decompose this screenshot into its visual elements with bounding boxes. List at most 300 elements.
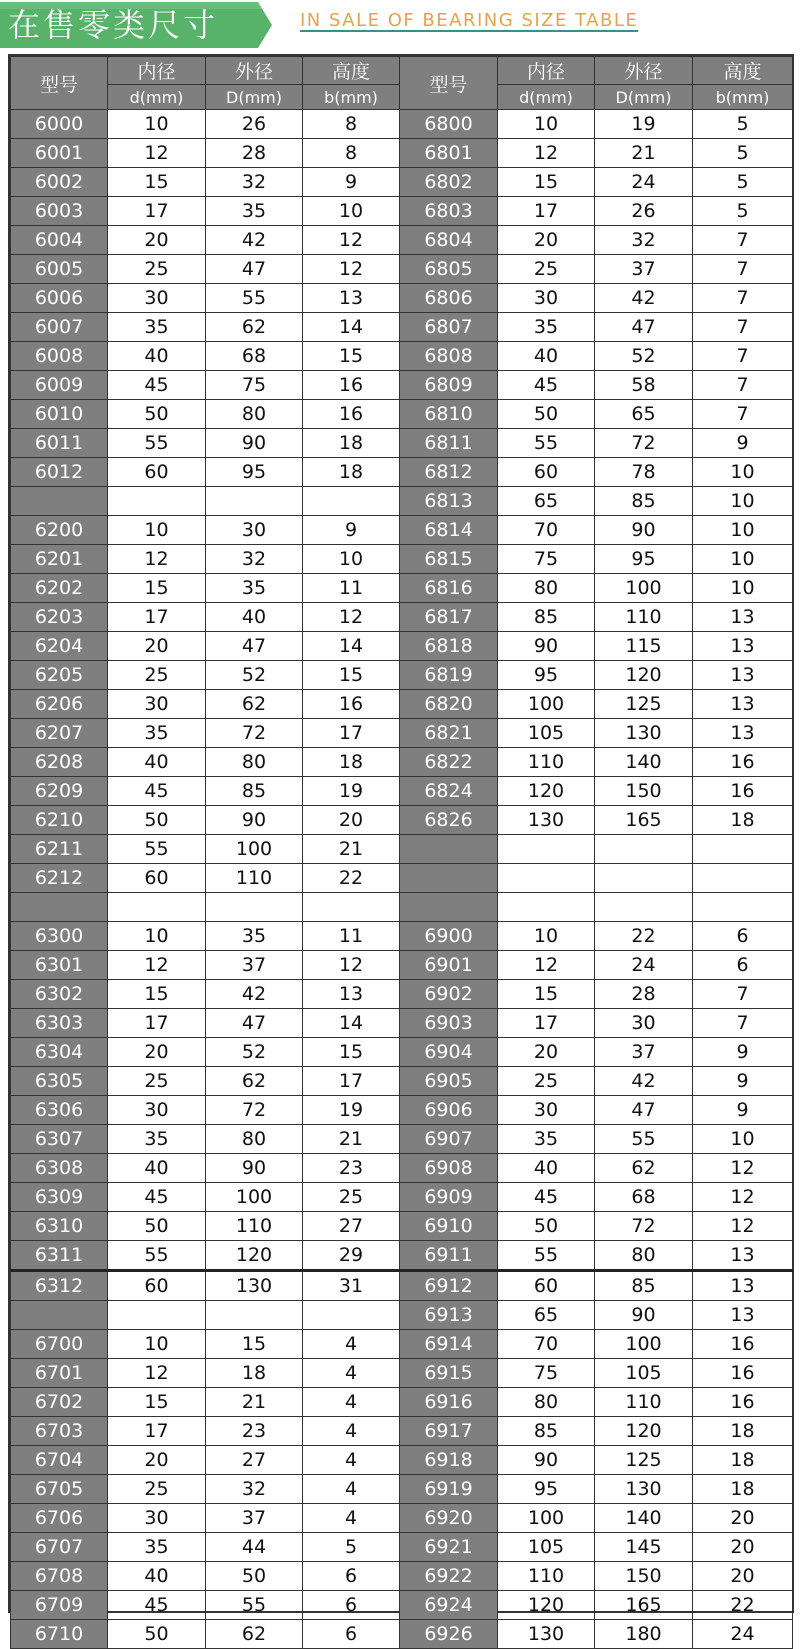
cell-inner-diameter-left: 10 [108,1330,206,1359]
cell-height-right: 9 [693,1038,793,1067]
cell-height-right: 13 [693,1271,793,1301]
table-row [11,371,793,400]
table-row [11,748,793,777]
table-row [11,545,793,574]
cell-outer-diameter-right: 180 [595,1620,693,1649]
cell-inner-diameter-right: 17 [498,1009,595,1038]
table-row [11,1009,793,1038]
cell-height-left: 12 [303,951,400,980]
header-height-left: 高度 [303,57,400,85]
cell-outer-diameter-right: 125 [595,690,693,719]
cell-outer-diameter-right: 125 [595,1446,693,1475]
cell-inner-diameter-left: 12 [108,951,206,980]
cell-height-left: 27 [303,1212,400,1241]
cell-outer-diameter-left: 62 [206,1067,303,1096]
cell-height-right: 13 [693,690,793,719]
cell-inner-diameter-left: 30 [108,1504,206,1533]
cell-height-left: 17 [303,1067,400,1096]
cell-empty-left [108,1301,206,1330]
cell-model-right: 6915 [400,1359,498,1388]
cell-height-right: 9 [693,429,793,458]
cell-height-right: 12 [693,1212,793,1241]
table-row [11,719,793,748]
table-row [11,603,793,632]
table-row [11,690,793,719]
cell-height-right: 24 [693,1620,793,1649]
cell-outer-diameter-left: 26 [206,110,303,139]
cell-height-right: 16 [693,777,793,806]
cell-inner-diameter-left: 25 [108,255,206,284]
cell-inner-diameter-left: 25 [108,661,206,690]
cell-inner-diameter-right: 60 [498,458,595,487]
cell-inner-diameter-left: 20 [108,1038,206,1067]
cell-outer-diameter-left: 90 [206,429,303,458]
cell-model-right: 6903 [400,1009,498,1038]
cell-inner-diameter-left: 25 [108,1475,206,1504]
cell-outer-diameter-left: 40 [206,603,303,632]
cell-inner-diameter-right: 110 [498,748,595,777]
cell-inner-diameter-right: 70 [498,1330,595,1359]
title-banner [0,2,272,48]
cell-height-right: 5 [693,168,793,197]
cell-model-right: 6805 [400,255,498,284]
cell-model-left: 6302 [11,980,108,1009]
cell-height-right: 7 [693,342,793,371]
cell-inner-diameter-left: 40 [108,1154,206,1183]
cell-model-left: 6202 [11,574,108,603]
cell-inner-diameter-left: 10 [108,922,206,951]
cell-outer-diameter-right: 90 [595,516,693,545]
cell-inner-diameter-right: 50 [498,400,595,429]
cell-model-right: 6804 [400,226,498,255]
cell-inner-diameter-left: 12 [108,545,206,574]
cell-inner-diameter-right: 25 [498,255,595,284]
cell-outer-diameter-right: 37 [595,1038,693,1067]
cell-inner-diameter-right: 100 [498,690,595,719]
cell-empty-left [108,893,206,922]
cell-model-right: 6807 [400,313,498,342]
cell-model-right: 6821 [400,719,498,748]
cell-outer-diameter-right: 90 [595,1301,693,1330]
cell-outer-diameter-right: 42 [595,1067,693,1096]
cell-empty-left [206,893,303,922]
cell-outer-diameter-left: 47 [206,1009,303,1038]
cell-outer-diameter-left: 37 [206,951,303,980]
table-row [11,1038,793,1067]
cell-inner-diameter-left: 17 [108,1417,206,1446]
cell-model-left: 6203 [11,603,108,632]
cell-empty-right [400,835,498,864]
cell-model-left: 6211 [11,835,108,864]
cell-height-left: 23 [303,1154,400,1183]
cell-outer-diameter-right: 47 [595,1096,693,1125]
cell-inner-diameter-left: 35 [108,1533,206,1562]
cell-empty-left [108,487,206,516]
table-row [11,197,793,226]
cell-model-left: 6303 [11,1009,108,1038]
cell-empty-right [595,835,693,864]
cell-outer-diameter-left: 18 [206,1359,303,1388]
header-outer-right: 外径 [595,57,693,85]
cell-height-right: 7 [693,980,793,1009]
cell-outer-diameter-right: 21 [595,139,693,168]
cell-outer-diameter-left: 52 [206,1038,303,1067]
cell-model-right: 6820 [400,690,498,719]
cell-outer-diameter-left: 95 [206,458,303,487]
cell-outer-diameter-right: 19 [595,110,693,139]
cell-model-left: 6702 [11,1388,108,1417]
cell-empty-left [206,487,303,516]
cell-height-right: 10 [693,545,793,574]
cell-height-left: 25 [303,1183,400,1212]
title-cn: 在售零类尺寸 [8,6,219,44]
cell-model-right: 6808 [400,342,498,371]
cell-outer-diameter-right: 115 [595,632,693,661]
cell-height-right: 7 [693,284,793,313]
table-row [11,429,793,458]
cell-inner-diameter-right: 65 [498,487,595,516]
header-inner-unit-right: d(mm) [498,85,595,110]
bearing-size-table-container [8,54,794,1645]
cell-empty-right [595,893,693,922]
cell-height-right: 13 [693,661,793,690]
cell-inner-diameter-left: 30 [108,1096,206,1125]
cell-model-right: 6812 [400,458,498,487]
cell-inner-diameter-left: 10 [108,516,206,545]
table-row [11,1154,793,1183]
cell-outer-diameter-left: 35 [206,197,303,226]
table-row [11,661,793,690]
cell-model-left: 6208 [11,748,108,777]
header-outer-left: 外径 [206,57,303,85]
cell-inner-diameter-right: 10 [498,110,595,139]
cell-outer-diameter-left: 120 [206,1241,303,1271]
cell-outer-diameter-right: 80 [595,1241,693,1271]
cell-model-right: 6817 [400,603,498,632]
cell-height-left: 10 [303,197,400,226]
cell-outer-diameter-left: 80 [206,748,303,777]
cell-outer-diameter-right: 42 [595,284,693,313]
cell-outer-diameter-right: 100 [595,1330,693,1359]
cell-inner-diameter-right: 35 [498,313,595,342]
cell-inner-diameter-right: 30 [498,284,595,313]
cell-height-left: 14 [303,632,400,661]
table-row [11,1562,793,1591]
cell-model-left: 6010 [11,400,108,429]
cell-model-right: 6921 [400,1533,498,1562]
cell-model-left: 6011 [11,429,108,458]
cell-inner-diameter-left: 35 [108,719,206,748]
cell-inner-diameter-left: 35 [108,313,206,342]
cell-model-right: 6904 [400,1038,498,1067]
cell-height-left: 4 [303,1446,400,1475]
table-row [11,1125,793,1154]
cell-model-left: 6310 [11,1212,108,1241]
cell-outer-diameter-right: 24 [595,168,693,197]
cell-height-left: 15 [303,661,400,690]
cell-height-right: 20 [693,1504,793,1533]
cell-model-left: 6709 [11,1591,108,1620]
table-row [11,1096,793,1125]
cell-inner-diameter-right: 90 [498,632,595,661]
cell-height-left: 21 [303,1125,400,1154]
cell-height-right: 13 [693,719,793,748]
cell-model-left: 6006 [11,284,108,313]
cell-outer-diameter-left: 90 [206,806,303,835]
cell-height-left: 9 [303,516,400,545]
cell-model-right: 6911 [400,1241,498,1271]
cell-height-right: 13 [693,632,793,661]
cell-model-left: 6311 [11,1241,108,1271]
cell-model-right: 6918 [400,1446,498,1475]
cell-model-left: 6001 [11,139,108,168]
cell-inner-diameter-left: 17 [108,603,206,632]
cell-height-right: 18 [693,1475,793,1504]
cell-height-left: 17 [303,719,400,748]
cell-height-right: 9 [693,1067,793,1096]
cell-outer-diameter-right: 110 [595,603,693,632]
cell-model-right: 6900 [400,922,498,951]
cell-model-left: 6201 [11,545,108,574]
cell-model-right: 6913 [400,1301,498,1330]
cell-height-left: 11 [303,574,400,603]
table-row [11,1067,793,1096]
cell-outer-diameter-left: 80 [206,1125,303,1154]
cell-empty-left [303,893,400,922]
cell-height-left: 14 [303,1009,400,1038]
cell-empty-left [206,1301,303,1330]
cell-height-right: 12 [693,1154,793,1183]
cell-inner-diameter-left: 50 [108,1212,206,1241]
cell-model-left: 6304 [11,1038,108,1067]
cell-model-left: 6005 [11,255,108,284]
cell-inner-diameter-right: 35 [498,1125,595,1154]
cell-inner-diameter-right: 17 [498,197,595,226]
table-row [11,1301,793,1330]
cell-height-right: 5 [693,139,793,168]
cell-model-left: 6312 [11,1271,108,1301]
cell-inner-diameter-right: 15 [498,168,595,197]
cell-inner-diameter-left: 30 [108,284,206,313]
cell-outer-diameter-right: 26 [595,197,693,226]
cell-height-left: 11 [303,922,400,951]
subtitle-en: IN SALE OF BEARING SIZE TABLE [300,10,639,31]
table-row [11,1212,793,1241]
cell-outer-diameter-left: 47 [206,255,303,284]
cell-inner-diameter-right: 75 [498,545,595,574]
header-row-labels [11,57,793,85]
cell-outer-diameter-right: 130 [595,1475,693,1504]
table-row [11,313,793,342]
table-row [11,1620,793,1649]
cell-inner-diameter-left: 50 [108,400,206,429]
cell-height-right: 13 [693,1301,793,1330]
table-row [11,487,793,516]
cell-height-left: 29 [303,1241,400,1271]
table-row [11,806,793,835]
cell-model-left: 6706 [11,1504,108,1533]
cell-inner-diameter-right: 85 [498,603,595,632]
cell-height-left: 13 [303,980,400,1009]
table-row [11,284,793,313]
table-row [11,516,793,545]
cell-inner-diameter-right: 50 [498,1212,595,1241]
cell-height-right: 5 [693,110,793,139]
cell-outer-diameter-right: 22 [595,922,693,951]
cell-model-right: 6802 [400,168,498,197]
cell-inner-diameter-right: 105 [498,1533,595,1562]
cell-outer-diameter-right: 32 [595,226,693,255]
cell-outer-diameter-right: 85 [595,1271,693,1301]
cell-model-left: 6009 [11,371,108,400]
cell-model-left: 6710 [11,1620,108,1649]
cell-inner-diameter-right: 120 [498,1591,595,1620]
cell-height-left: 20 [303,806,400,835]
cell-inner-diameter-left: 15 [108,168,206,197]
cell-outer-diameter-left: 62 [206,690,303,719]
cell-model-left: 6700 [11,1330,108,1359]
cell-inner-diameter-left: 55 [108,429,206,458]
cell-empty-right [595,864,693,893]
cell-empty-right [400,864,498,893]
cell-inner-diameter-right: 105 [498,719,595,748]
cell-outer-diameter-left: 47 [206,632,303,661]
cell-outer-diameter-left: 42 [206,980,303,1009]
cell-inner-diameter-right: 90 [498,1446,595,1475]
cell-model-right: 6922 [400,1562,498,1591]
cell-height-left: 5 [303,1533,400,1562]
cell-outer-diameter-right: 120 [595,1417,693,1446]
cell-inner-diameter-right: 95 [498,661,595,690]
cell-model-left: 6301 [11,951,108,980]
cell-inner-diameter-left: 50 [108,806,206,835]
cell-inner-diameter-left: 30 [108,690,206,719]
cell-height-right: 6 [693,922,793,951]
cell-outer-diameter-right: 72 [595,429,693,458]
table-row [11,1330,793,1359]
cell-height-right: 9 [693,1096,793,1125]
table-row [11,1533,793,1562]
cell-model-left: 6002 [11,168,108,197]
cell-outer-diameter-left: 32 [206,545,303,574]
cell-model-right: 6916 [400,1388,498,1417]
cell-inner-diameter-left: 15 [108,1388,206,1417]
cell-height-left: 16 [303,371,400,400]
cell-outer-diameter-right: 72 [595,1212,693,1241]
cell-inner-diameter-right: 80 [498,574,595,603]
table-row [11,574,793,603]
cell-outer-diameter-right: 140 [595,748,693,777]
cell-inner-diameter-left: 40 [108,342,206,371]
cell-inner-diameter-right: 30 [498,1096,595,1125]
cell-height-left: 22 [303,864,400,893]
cell-height-left: 18 [303,748,400,777]
cell-model-right: 6824 [400,777,498,806]
cell-outer-diameter-left: 110 [206,864,303,893]
cell-model-left: 6204 [11,632,108,661]
cell-outer-diameter-left: 110 [206,1212,303,1241]
cell-model-right: 6810 [400,400,498,429]
cell-model-right: 6815 [400,545,498,574]
cell-inner-diameter-left: 17 [108,197,206,226]
cell-model-left: 6306 [11,1096,108,1125]
cell-outer-diameter-left: 32 [206,168,303,197]
cell-model-right: 6818 [400,632,498,661]
cell-height-right: 18 [693,1446,793,1475]
cell-inner-diameter-left: 20 [108,1446,206,1475]
cell-inner-diameter-left: 15 [108,980,206,1009]
table-row [11,1271,793,1301]
cell-inner-diameter-right: 20 [498,1038,595,1067]
cell-height-right: 16 [693,1330,793,1359]
cell-height-left: 8 [303,110,400,139]
cell-outer-diameter-right: 140 [595,1504,693,1533]
table-row [11,1183,793,1212]
cell-outer-diameter-left: 50 [206,1562,303,1591]
cell-height-right: 7 [693,226,793,255]
cell-model-right: 6801 [400,139,498,168]
cell-empty-left [303,487,400,516]
cell-outer-diameter-right: 100 [595,574,693,603]
cell-inner-diameter-right: 65 [498,1301,595,1330]
table-row [11,1504,793,1533]
cell-inner-diameter-right: 130 [498,1620,595,1649]
cell-inner-diameter-right: 12 [498,951,595,980]
cell-outer-diameter-left: 32 [206,1475,303,1504]
cell-model-left: 6200 [11,516,108,545]
cell-inner-diameter-right: 45 [498,1183,595,1212]
cell-height-right: 20 [693,1562,793,1591]
cell-outer-diameter-left: 62 [206,313,303,342]
cell-outer-diameter-right: 78 [595,458,693,487]
cell-height-right: 18 [693,806,793,835]
cell-height-right: 10 [693,458,793,487]
cell-inner-diameter-right: 25 [498,1067,595,1096]
cell-height-right: 16 [693,1359,793,1388]
cell-model-left: 6008 [11,342,108,371]
header-model-right: 型号 [400,57,498,110]
cell-model-right: 6816 [400,574,498,603]
table-row [11,951,793,980]
cell-inner-diameter-left: 20 [108,226,206,255]
cell-inner-diameter-left: 17 [108,1009,206,1038]
cell-inner-diameter-right: 95 [498,1475,595,1504]
cell-model-left: 6210 [11,806,108,835]
cell-model-left: 6012 [11,458,108,487]
cell-outer-diameter-left: 37 [206,1504,303,1533]
cell-model-right: 6914 [400,1330,498,1359]
cell-empty-right [693,835,793,864]
cell-height-left: 16 [303,690,400,719]
cell-height-right: 6 [693,951,793,980]
table-body [11,110,793,1649]
cell-inner-diameter-right: 15 [498,980,595,1009]
cell-model-right: 6814 [400,516,498,545]
cell-empty-right [400,893,498,922]
cell-model-right: 6813 [400,487,498,516]
cell-outer-diameter-left: 55 [206,1591,303,1620]
cell-model-right: 6901 [400,951,498,980]
cell-height-left: 6 [303,1620,400,1649]
cell-inner-diameter-left: 45 [108,1591,206,1620]
cell-model-right: 6902 [400,980,498,1009]
table-row [11,864,793,893]
cell-outer-diameter-left: 55 [206,284,303,313]
table-row [11,1417,793,1446]
cell-model-right: 6919 [400,1475,498,1504]
cell-outer-diameter-right: 68 [595,1183,693,1212]
header-height-unit-left: b(mm) [303,85,400,110]
